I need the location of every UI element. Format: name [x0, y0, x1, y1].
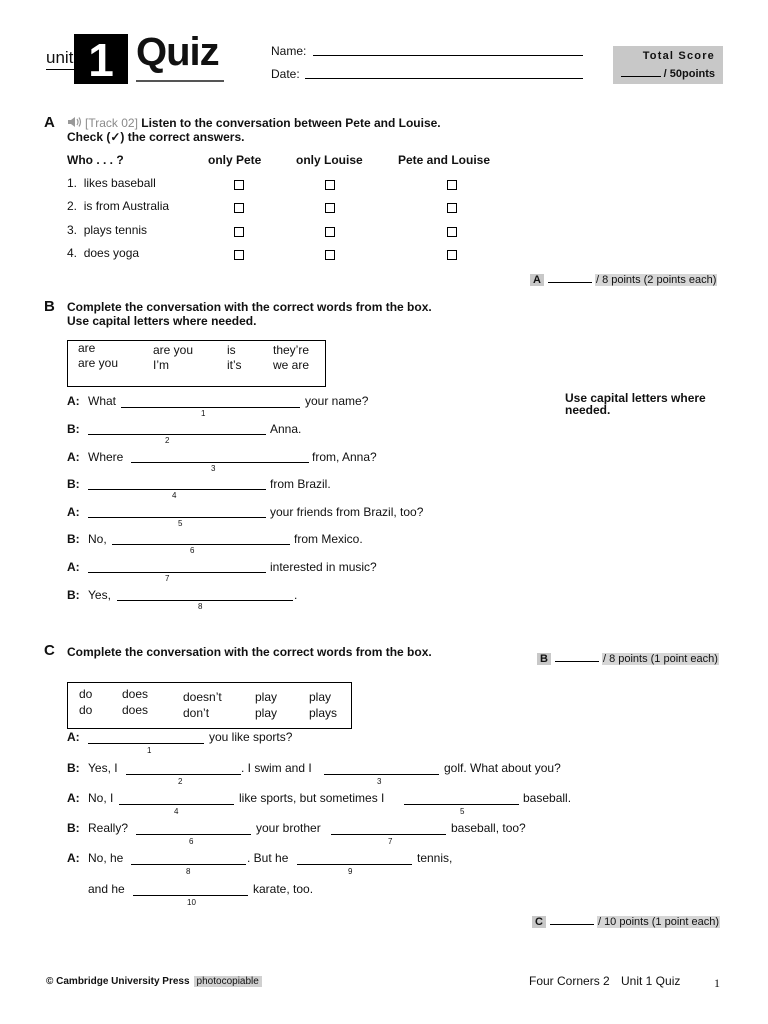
- section-a-score-text: / 8 points (2 points each): [595, 274, 717, 286]
- section-b-score-tag: B: [537, 653, 551, 665]
- checkbox-row2-only-louise[interactable]: [325, 203, 335, 213]
- checkbox-row1-only-louise[interactable]: [325, 180, 335, 190]
- page-title: Quiz: [136, 30, 219, 74]
- speaker-icon: [67, 116, 83, 128]
- table-row: 1. likes baseball: [67, 176, 156, 190]
- blank-number: 7: [388, 837, 393, 846]
- unit-label: unit: [46, 48, 74, 67]
- section-c-score-tag: C: [532, 916, 546, 928]
- page-number: 1: [714, 976, 720, 990]
- box-word: does: [122, 703, 149, 717]
- section-c-instruction: Complete the conversation with the correct words from the box.: [67, 645, 432, 659]
- blank-number: 6: [189, 837, 194, 846]
- column-header-who: Who . . . ?: [67, 153, 124, 167]
- photocopiable-badge: photocopiable: [194, 976, 262, 987]
- box-word: play: [309, 690, 332, 704]
- speaker-label: B:: [67, 532, 80, 546]
- blank-number: 5: [178, 519, 183, 528]
- speaker-label: A:: [67, 851, 80, 865]
- answer-blank-c9[interactable]: [297, 864, 412, 865]
- speaker-label: B:: [67, 761, 80, 775]
- track-number: [Track 02]: [85, 116, 138, 130]
- table-row: 4. does yoga: [67, 246, 140, 260]
- answer-blank-3[interactable]: [131, 462, 309, 463]
- checkbox-row4-only-louise[interactable]: [325, 250, 335, 260]
- unit-number: 1: [74, 34, 128, 84]
- section-c-score-text: / 10 points (1 point each): [597, 916, 720, 928]
- speaker-label: A:: [67, 450, 80, 464]
- checkbox-row1-pete-and-louise[interactable]: [447, 180, 457, 190]
- box-word: play: [255, 690, 278, 704]
- blank-number: 8: [198, 602, 203, 611]
- table-row: 3. plays tennis: [67, 223, 148, 237]
- blank-number: 9: [348, 867, 353, 876]
- speaker-label: A:: [67, 505, 80, 519]
- answer-blank-c1[interactable]: [88, 743, 204, 744]
- speaker-label: B:: [67, 821, 80, 835]
- answer-blank-c7[interactable]: [331, 834, 446, 835]
- box-word: do: [79, 687, 93, 701]
- section-b-score: [537, 651, 719, 665]
- box-word: are you: [78, 356, 119, 370]
- blank-number: 6: [190, 546, 195, 555]
- blank-number: 5: [460, 807, 465, 816]
- speaker-label: A:: [67, 730, 80, 744]
- column-header-only-pete: only Pete: [208, 153, 262, 167]
- section-a-letter: A: [44, 114, 55, 131]
- side-note: Use capital letters where needed.: [565, 391, 706, 417]
- box-word: plays: [309, 706, 338, 720]
- answer-blank-1[interactable]: [121, 407, 300, 408]
- box-word: are you: [153, 343, 194, 357]
- speaker-label: B:: [67, 477, 80, 491]
- unit-underline: [46, 69, 74, 70]
- blank-number: 8: [186, 867, 191, 876]
- answer-blank-4[interactable]: [88, 489, 266, 490]
- footer-quiz-name: Unit 1 Quiz: [621, 974, 681, 988]
- box-word: doesn’t: [183, 690, 222, 704]
- section-a-score-tag: A: [530, 274, 544, 286]
- footer-book-title: Four Corners 2: [529, 974, 610, 988]
- answer-blank-8[interactable]: [117, 600, 293, 601]
- section-c-letter: C: [44, 642, 55, 659]
- section-a-score: [530, 272, 717, 286]
- box-word: do: [79, 703, 93, 717]
- box-word: they’re: [273, 343, 310, 357]
- date-label: Date:: [271, 67, 300, 81]
- blank-number: 1: [201, 409, 206, 418]
- section-a-instruction-2: Check (✓) the correct answers.: [67, 130, 245, 144]
- date-field[interactable]: [305, 78, 583, 79]
- column-header-only-louise: only Louise: [296, 153, 363, 167]
- checkbox-row3-only-louise[interactable]: [325, 227, 335, 237]
- name-label: Name:: [271, 44, 307, 58]
- speaker-label: A:: [67, 791, 80, 805]
- answer-blank-6[interactable]: [112, 544, 290, 545]
- box-word: I’m: [153, 358, 169, 372]
- section-a-score-blank[interactable]: [548, 272, 592, 283]
- box-word: are: [78, 341, 96, 355]
- blank-number: 7: [165, 574, 170, 583]
- section-c-score-blank[interactable]: [550, 914, 594, 925]
- checkbox-row1-only-pete[interactable]: [234, 180, 244, 190]
- column-header-pete-and-louise: Pete and Louise: [398, 153, 491, 167]
- footer-copyright: © Cambridge University Press photocopiable: [46, 976, 262, 987]
- answer-blank-c6[interactable]: [136, 834, 251, 835]
- answer-blank-c3[interactable]: [324, 774, 439, 775]
- checkbox-row3-only-pete[interactable]: [234, 227, 244, 237]
- answer-blank-c4[interactable]: [119, 804, 234, 805]
- answer-blank-5[interactable]: [88, 517, 266, 518]
- box-word: we are: [273, 358, 310, 372]
- section-b-letter: B: [44, 298, 55, 315]
- box-word: is: [227, 343, 236, 357]
- blank-number: 1: [147, 746, 152, 755]
- section-b-score-text: / 8 points (1 point each): [602, 653, 718, 665]
- table-row: 2. is from Australia: [67, 199, 170, 213]
- answer-blank-c10[interactable]: [133, 895, 248, 896]
- section-c-score: [532, 914, 720, 928]
- blank-number: 3: [377, 777, 382, 786]
- title-underline: [136, 80, 224, 82]
- checkbox-row4-only-pete[interactable]: [234, 250, 244, 260]
- answer-blank-2[interactable]: [88, 434, 266, 435]
- checkbox-row4-pete-and-louise[interactable]: [447, 250, 457, 260]
- checkbox-row3-pete-and-louise[interactable]: [447, 227, 457, 237]
- answer-blank-7[interactable]: [88, 572, 266, 573]
- speaker-label: A:: [67, 394, 80, 408]
- speaker-label: B:: [67, 588, 80, 602]
- total-score-box: [613, 46, 723, 84]
- total-score-blank[interactable]: [621, 66, 661, 77]
- box-word: does: [122, 687, 149, 701]
- total-score-points: / 50points: [663, 68, 715, 80]
- name-field[interactable]: [313, 55, 583, 56]
- blank-number: 10: [187, 898, 196, 907]
- section-a-instruction: [67, 116, 441, 144]
- blank-number: 4: [172, 491, 177, 500]
- answer-blank-c5[interactable]: [404, 804, 519, 805]
- section-a-instruction-1: Listen to the conversation between Pete and Louise.: [141, 116, 441, 130]
- blank-number: 2: [165, 436, 170, 445]
- speaker-label: A:: [67, 560, 80, 574]
- section-b-instruction: Complete the conversation with the correct words from the box. Use capital letters where needed.: [67, 300, 432, 328]
- speaker-label: B:: [67, 422, 80, 436]
- box-word: don’t: [183, 706, 210, 720]
- total-score-label: Total Score: [642, 50, 715, 62]
- box-word: play: [255, 706, 278, 720]
- answer-blank-c2[interactable]: [126, 774, 241, 775]
- box-word: it’s: [227, 358, 242, 372]
- blank-number: 2: [178, 777, 183, 786]
- section-b-score-blank[interactable]: [555, 651, 599, 662]
- checkbox-row2-pete-and-louise[interactable]: [447, 203, 457, 213]
- blank-number: 4: [174, 807, 179, 816]
- checkbox-row2-only-pete[interactable]: [234, 203, 244, 213]
- blank-number: 3: [211, 464, 216, 473]
- answer-blank-c8[interactable]: [131, 864, 246, 865]
